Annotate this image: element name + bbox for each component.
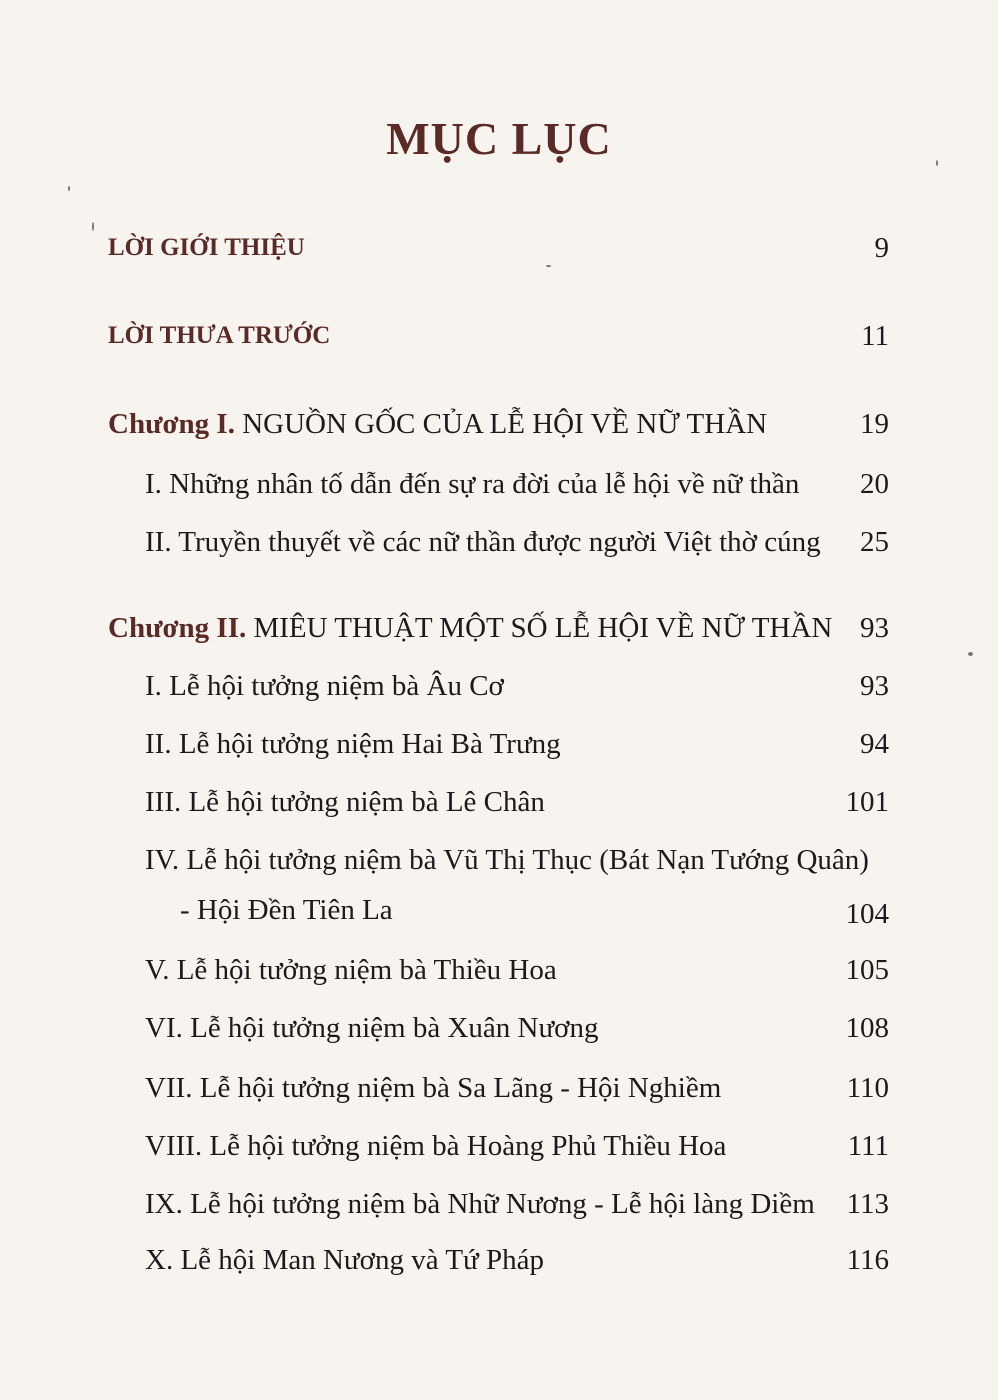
toc-chapter-2 <box>108 606 889 650</box>
toc-entry-label: LỜI THƯA TRƯỚC <box>108 322 331 349</box>
toc-entry <box>145 520 889 564</box>
toc-entry-page: 19 <box>860 408 889 440</box>
chapter-title: MIÊU THUẬT MỘT SỐ LỄ HỘI VỀ NỮ THẦN <box>253 612 833 644</box>
toc-entry <box>145 1238 889 1282</box>
toc-entry-page: 113 <box>846 1188 889 1220</box>
toc-entry-page: 9 <box>874 232 889 264</box>
toc-entry <box>145 1124 889 1168</box>
toc-entry-label: X. Lễ hội Man Nương và Tứ Pháp <box>145 1244 545 1276</box>
toc-entry-page: 104 <box>845 898 889 930</box>
toc-entry-preface <box>108 314 889 358</box>
toc-entry <box>145 1182 889 1226</box>
chapter-heading <box>108 402 767 446</box>
print-speck <box>68 186 70 191</box>
toc-entry-label: IX. Lễ hội tưởng niệm bà Nhữ Nương - Lễ hội làng Diềm <box>145 1188 815 1220</box>
toc-entry-label: II. Truyền thuyết về các nữ thần được người Việt thờ cúng <box>145 526 821 558</box>
toc-entry-page: 116 <box>846 1244 889 1276</box>
toc-entry-label: I. Lễ hội tưởng niệm bà Âu Cơ <box>145 670 504 702</box>
toc-entry <box>145 664 889 708</box>
toc-entry-label: V. Lễ hội tưởng niệm bà Thiều Hoa <box>145 954 557 986</box>
chapter-heading <box>108 606 832 650</box>
toc-entry-intro <box>108 226 889 270</box>
toc-chapter-1 <box>108 402 889 446</box>
toc-entry-page: 105 <box>845 954 889 986</box>
toc-entry-page: 108 <box>845 1012 889 1044</box>
toc-entry <box>145 1006 889 1050</box>
toc-entry-page: 101 <box>845 786 889 818</box>
toc-entry-page: 94 <box>860 728 889 760</box>
toc-entry-label: I. Những nhân tố dẫn đến sự ra đời của lễ hội về nữ thần <box>145 468 800 500</box>
print-speck <box>92 222 94 231</box>
toc-entry-label: III. Lễ hội tưởng niệm bà Lê Chân <box>145 786 545 818</box>
toc-entry-page: 25 <box>860 526 889 558</box>
toc-entry-label: II. Lễ hội tưởng niệm Hai Bà Trưng <box>145 728 561 760</box>
toc-entry-label: VIII. Lễ hội tưởng niệm bà Hoàng Phủ Thiều Hoa <box>145 1130 727 1162</box>
toc-entry-continuation <box>180 888 889 932</box>
toc-entry <box>145 462 889 506</box>
chapter-title: NGUỒN GỐC CỦA LỄ HỘI VỀ NỮ THẦN <box>242 408 768 440</box>
chapter-prefix: Chương II. <box>108 612 247 644</box>
toc-entry-page: 111 <box>847 1130 889 1162</box>
toc-entry-page: 93 <box>860 670 889 702</box>
toc-entry-label: LỜI GIỚI THIỆU <box>108 234 305 261</box>
toc-entry-page: 93 <box>860 612 889 644</box>
toc-entry-page: 20 <box>860 468 889 500</box>
toc-entry <box>145 948 889 992</box>
toc-entry-page: 11 <box>861 320 889 352</box>
print-speck <box>968 652 973 656</box>
toc-entry <box>145 780 889 824</box>
toc-entry-label: - Hội Đền Tiên La <box>180 894 393 926</box>
chapter-prefix: Chương I. <box>108 408 235 440</box>
toc-entry <box>145 722 889 766</box>
toc-entry <box>145 838 895 882</box>
toc-entry-page: 110 <box>846 1072 889 1104</box>
toc-entry-label: IV. Lễ hội tưởng niệm bà Vũ Thị Thục (Bát Nạn Tướng Quân) <box>145 844 869 876</box>
page-title: MỤC LỤC <box>386 113 612 164</box>
toc-entry <box>145 1066 889 1110</box>
toc-entry-label: VI. Lễ hội tưởng niệm bà Xuân Nương <box>145 1012 599 1044</box>
print-speck <box>546 265 551 267</box>
print-speck <box>936 160 938 166</box>
toc-entry-label: VII. Lễ hội tưởng niệm bà Sa Lãng - Hội Nghiềm <box>145 1072 722 1104</box>
